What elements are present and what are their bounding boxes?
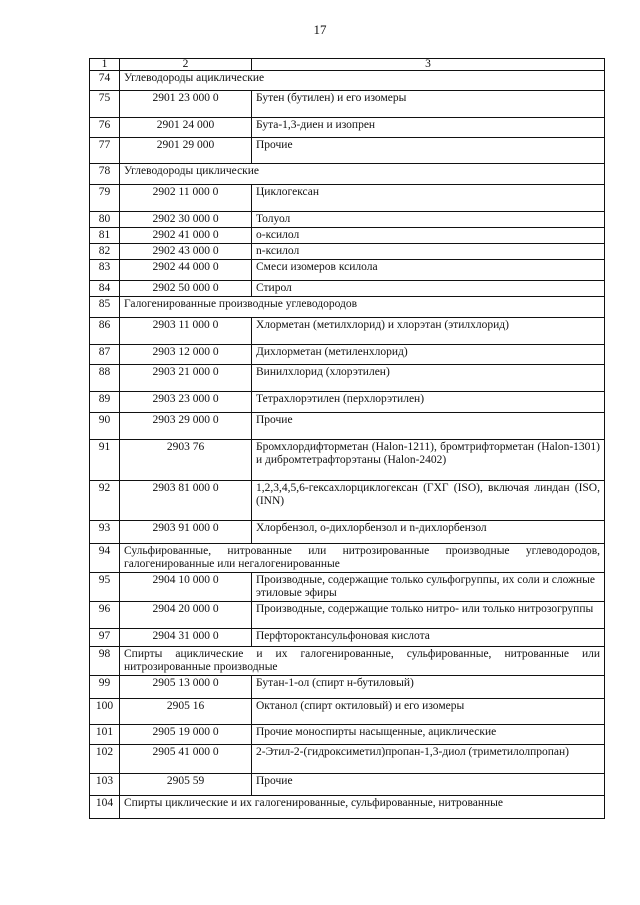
tn-ved-code: 2904 31 000 0 — [120, 629, 252, 647]
tn-ved-code: 2903 23 000 0 — [120, 392, 252, 413]
substance-description: Дихлорметан (метиленхлорид) — [252, 345, 605, 365]
substance-description: Прочие — [252, 413, 605, 440]
table-row — [90, 281, 605, 297]
tn-ved-code: 2902 11 000 0 — [120, 185, 252, 212]
row-number: 80 — [90, 212, 120, 228]
table-header-row — [90, 59, 605, 71]
substance-description: Производные, содержащие только нитро- или только нитрозогруппы — [252, 602, 605, 629]
tn-ved-code: 2903 12 000 0 — [120, 345, 252, 365]
group-heading: Спирты ациклические и их галогенированные, сульфированные, нитрованные или нитрозированные производные — [120, 647, 605, 676]
page-number: 17 — [313, 22, 327, 37]
group-heading: Углеводороды ациклические — [120, 71, 605, 91]
substance-description: Хлорбензол, о-дихлорбензол и n-дихлорбензол — [252, 521, 605, 544]
substance-description: Производные, содержащие только сульфогруппы, их соли и сложные этиловые эфиры — [252, 573, 605, 602]
row-number: 77 — [90, 138, 120, 164]
header-col-3: 3 — [252, 59, 605, 71]
group-heading: Углеводороды циклические — [120, 164, 605, 185]
table-row — [90, 228, 605, 244]
group-heading: Сульфированные, нитрованные или нитрозированные производные углеводородов, галогенированные или негалогенированные — [120, 544, 605, 573]
row-number: 79 — [90, 185, 120, 212]
row-number: 97 — [90, 629, 120, 647]
table-row — [90, 573, 605, 602]
table-row — [90, 440, 605, 481]
tn-ved-code: 2901 24 000 — [120, 118, 252, 138]
substance-description: Тетрахлорэтилен (перхлорэтилен) — [252, 392, 605, 413]
substance-description: Циклогексан — [252, 185, 605, 212]
tn-ved-code: 2905 19 000 0 — [120, 725, 252, 745]
table-row — [90, 392, 605, 413]
tn-ved-code: 2903 81 000 0 — [120, 481, 252, 521]
row-number: 95 — [90, 573, 120, 602]
table-row — [90, 647, 605, 676]
table-row — [90, 774, 605, 796]
tn-ved-code: 2902 30 000 0 — [120, 212, 252, 228]
row-number: 101 — [90, 725, 120, 745]
table-row — [90, 71, 605, 91]
substance-description: Бута-1,3-диен и изопрен — [252, 118, 605, 138]
table-row — [90, 138, 605, 164]
row-number: 88 — [90, 365, 120, 392]
table-row — [90, 725, 605, 745]
substance-description: Смеси изомеров ксилола — [252, 260, 605, 281]
substance-description: Стирол — [252, 281, 605, 297]
tn-ved-code: 2903 21 000 0 — [120, 365, 252, 392]
row-number: 100 — [90, 699, 120, 725]
table-row — [90, 244, 605, 260]
table-row — [90, 676, 605, 699]
table-row — [90, 365, 605, 392]
table-row — [90, 699, 605, 725]
tn-ved-code: 2904 20 000 0 — [120, 602, 252, 629]
substance-description: Октанол (спирт октиловый) и его изомеры — [252, 699, 605, 725]
group-heading: Галогенированные производные углеводородов — [120, 297, 605, 318]
tn-ved-code: 2901 29 000 — [120, 138, 252, 164]
tn-ved-code: 2903 29 000 0 — [120, 413, 252, 440]
tn-ved-code: 2903 76 — [120, 440, 252, 481]
row-number: 84 — [90, 281, 120, 297]
header-col-1: 1 — [90, 59, 120, 71]
table-row — [90, 413, 605, 440]
tn-ved-code: 2901 23 000 0 — [120, 91, 252, 118]
row-number: 86 — [90, 318, 120, 345]
substance-description: Хлорметан (метилхлорид) и хлорэтан (этилхлорид) — [252, 318, 605, 345]
substance-description: Прочие — [252, 774, 605, 796]
tn-ved-code: 2905 59 — [120, 774, 252, 796]
row-number: 92 — [90, 481, 120, 521]
table-row — [90, 796, 605, 819]
group-heading: Спирты циклические и их галогенированные, сульфированные, нитрованные — [120, 796, 605, 819]
table-row — [90, 544, 605, 573]
table-row — [90, 481, 605, 521]
substance-description: Винилхлорид (хлорэтилен) — [252, 365, 605, 392]
table-row — [90, 91, 605, 118]
row-number: 93 — [90, 521, 120, 544]
row-number: 91 — [90, 440, 120, 481]
row-number: 102 — [90, 745, 120, 774]
row-number: 76 — [90, 118, 120, 138]
row-number: 74 — [90, 71, 120, 91]
table-row — [90, 318, 605, 345]
tn-ved-code: 2902 41 000 0 — [120, 228, 252, 244]
row-number: 87 — [90, 345, 120, 365]
row-number: 99 — [90, 676, 120, 699]
row-number: 75 — [90, 91, 120, 118]
tn-ved-code: 2903 11 000 0 — [120, 318, 252, 345]
row-number: 98 — [90, 647, 120, 676]
substance-description: Прочие моноспирты насыщенные, ациклические — [252, 725, 605, 745]
table-row — [90, 164, 605, 185]
tn-ved-code: 2905 16 — [120, 699, 252, 725]
substance-description: Бромхлордифторметан (Halon-1211), бромтрифторметан (Halon-1301) и дибромтетрафторэтаны (Halon-2402) — [252, 440, 605, 481]
row-number: 81 — [90, 228, 120, 244]
tn-ved-code: 2903 91 000 0 — [120, 521, 252, 544]
row-number: 94 — [90, 544, 120, 573]
tn-ved-code: 2905 13 000 0 — [120, 676, 252, 699]
substance-description: Перфтороктансульфоновая кислота — [252, 629, 605, 647]
substance-description: 2-Этил-2-(гидроксиметил)пропан-1,3-диол (триметилолпропан) — [252, 745, 605, 774]
substance-description: Толуол — [252, 212, 605, 228]
substance-description: n-ксилол — [252, 244, 605, 260]
table-row — [90, 345, 605, 365]
substance-description: Бутан-1-ол (спирт н-бутиловый) — [252, 676, 605, 699]
table-row — [90, 745, 605, 774]
table-row — [90, 185, 605, 212]
substances-table — [89, 58, 605, 819]
substance-description: Бутен (бутилен) и его изомеры — [252, 91, 605, 118]
tn-ved-code: 2902 43 000 0 — [120, 244, 252, 260]
table-row — [90, 297, 605, 318]
table-row — [90, 602, 605, 629]
row-number: 82 — [90, 244, 120, 260]
table-row — [90, 260, 605, 281]
row-number: 85 — [90, 297, 120, 318]
tn-ved-code: 2904 10 000 0 — [120, 573, 252, 602]
tn-ved-code: 2902 44 000 0 — [120, 260, 252, 281]
row-number: 90 — [90, 413, 120, 440]
tn-ved-code: 2902 50 000 0 — [120, 281, 252, 297]
table-row — [90, 629, 605, 647]
row-number: 103 — [90, 774, 120, 796]
row-number: 78 — [90, 164, 120, 185]
row-number: 104 — [90, 796, 120, 819]
row-number: 96 — [90, 602, 120, 629]
substance-description: о-ксилол — [252, 228, 605, 244]
substance-description: Прочие — [252, 138, 605, 164]
tn-ved-code: 2905 41 000 0 — [120, 745, 252, 774]
row-number: 83 — [90, 260, 120, 281]
substance-description: 1,2,3,4,5,6-гексахлорциклогексан (ГХГ (ISO), включая линдан (ISO, (INN) — [252, 481, 605, 521]
table-row — [90, 212, 605, 228]
header-col-2: 2 — [120, 59, 252, 71]
table-row — [90, 521, 605, 544]
table-row — [90, 118, 605, 138]
row-number: 89 — [90, 392, 120, 413]
